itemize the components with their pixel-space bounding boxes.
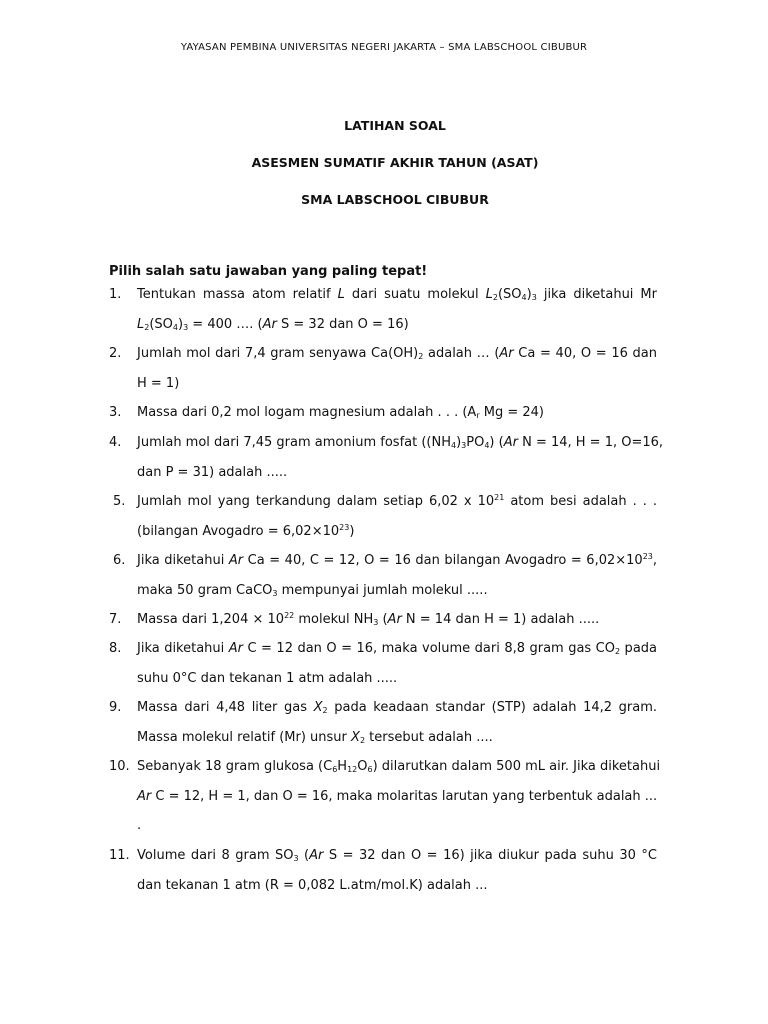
question-text-line: $L_2(SO_4)_3 = 400$ …. (Ar S = 32 dan O = 16) bbox=[137, 316, 409, 332]
question-text-line: Jika diketahui Ar Ca = 40, C = 12, O = 16 dan bilangan Avogadro = $6,02\times 10^{23}$, bbox=[137, 552, 658, 568]
question-text-line: dan tekanan 1 atm (R = 0,082 L.atm/mol.K) adalah ... bbox=[137, 877, 488, 893]
question-text-line: Jumlah mol dari 7,4 gram senyawa $Ca(OH)_2$ adalah … (Ar Ca = 40, O = 16 dan bbox=[137, 346, 657, 361]
question-text-line: (bilangan Avogadro = $6,02\times 10^{23}$) bbox=[137, 522, 355, 539]
question-number: 5. bbox=[113, 494, 126, 509]
question-text-line: Massa molekul relatif (Mr) unsur $X_2$ tersebut adalah .... bbox=[137, 729, 493, 745]
document-subtitle: ASESMEN SUMATIF AKHIR TAHUN (ASAT) bbox=[251, 155, 539, 170]
question-number: 4. bbox=[109, 435, 122, 450]
question-text-line: Sebanyak 18 gram glukosa $(C_6H_{12}O_6)$ dilarutkan dalam 500 mL air. Jika diketahui bbox=[137, 759, 661, 774]
question-text-line: Jumlah mol dari 7,45 gram amonium fosfat $((NH_4)_3PO_4)$ (Ar N = 14, H = 1, O=16, bbox=[137, 435, 664, 450]
question-number: 2. bbox=[109, 346, 122, 361]
question-text-line: maka 50 gram CaCO$_3$ mempunyai jumlah molekul ..... bbox=[137, 582, 488, 598]
question-text-line: Jika diketahui Ar C = 12 dan O = 16, maka volume dari 8,8 gram gas $CO_2$ pada bbox=[137, 641, 657, 656]
document-title: LATIHAN SOAL bbox=[344, 118, 446, 133]
question-text-line: Massa dari 0,2 mol logam magnesium adalah . . . ($A_r$ Mg = 24) bbox=[137, 405, 544, 420]
question-text-line: Massa dari $1,204 \times 10^{22}$ molekul $NH_3$ (Ar N = 14 dan H = 1) adalah ..... bbox=[137, 611, 600, 627]
question-number: 10. bbox=[109, 759, 130, 774]
question-text-line: H = 1) bbox=[137, 375, 180, 391]
question-number: 11. bbox=[109, 848, 130, 863]
question-text-line: Jumlah mol yang terkandung dalam setiap 6,02 x $10^{21}$ atom besi adalah . . . bbox=[137, 493, 657, 509]
question-text-line: suhu 0°C dan tekanan 1 atm adalah ..... bbox=[137, 670, 398, 686]
instruction: Pilih salah satu jawaban yang paling tepat! bbox=[109, 264, 428, 279]
question-text-line: Volume dari 8 gram $SO_3$ (Ar S = 32 dan O = 16) jika diukur pada suhu 30 °C bbox=[137, 848, 657, 863]
question-number: 7. bbox=[109, 612, 122, 627]
question-text-line: Massa dari 4,48 liter gas $X_2$ pada keadaan standar (STP) adalah 14,2 gram. bbox=[137, 700, 658, 715]
question-text-line: Tentukan massa atom relatif L dari suatu molekul $L_2(SO_4)_3$ jika diketahui Mr bbox=[137, 287, 657, 302]
question-text-line: . bbox=[137, 818, 142, 833]
question-number: 8. bbox=[109, 641, 122, 656]
question-text-line: dan P = 31) adalah ..... bbox=[137, 464, 288, 480]
question-number: 3. bbox=[109, 405, 122, 420]
school-name: SMA LABSCHOOL CIBUBUR bbox=[301, 192, 489, 207]
question-number: 6. bbox=[113, 553, 126, 568]
question-number: 1. bbox=[109, 287, 122, 302]
page-header: YAYASAN PEMBINA UNIVERSITAS NEGERI JAKARTA – SMA LABSCHOOL CIBUBUR bbox=[180, 42, 588, 53]
question-number: 9. bbox=[109, 700, 122, 715]
question-text-line: Ar C = 12, H = 1, dan O = 16, maka molaritas larutan yang terbentuk adalah ... bbox=[137, 788, 658, 804]
